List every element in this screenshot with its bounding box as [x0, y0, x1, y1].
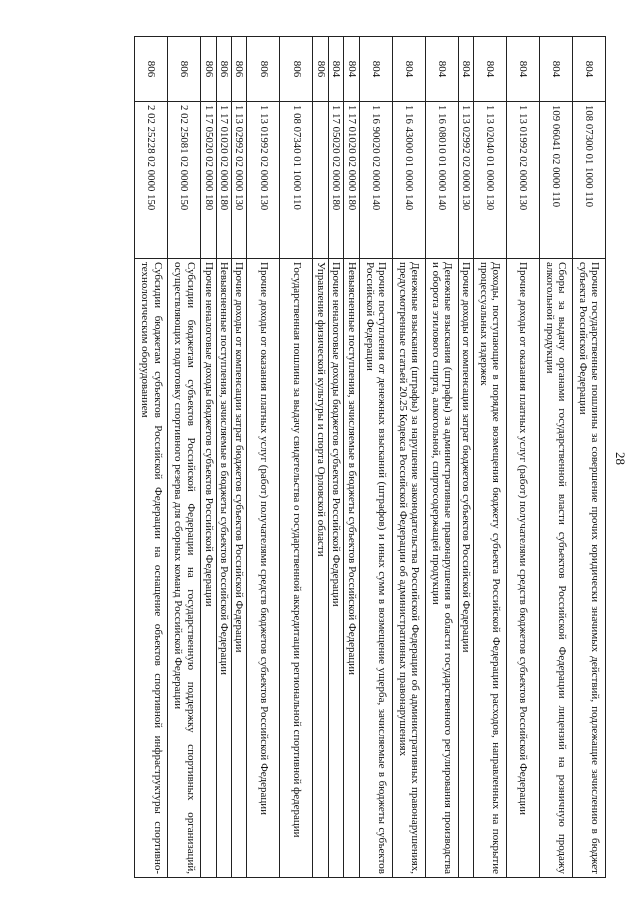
- page-number: 28: [613, 452, 628, 465]
- revenue-codes-table: [134, 36, 606, 878]
- revenue-name-cell: Невыясненные поступления, зачисляемые в бюджеты субъектов Российской Федерации: [344, 259, 359, 878]
- revenue-code-cell: 1 17 05020 02 0000 180: [328, 102, 343, 259]
- table-row: [168, 37, 201, 878]
- revenue-name-cell: Невыясненные поступления, зачисляемые в бюджеты субъектов Российской Федерации: [216, 259, 231, 878]
- table-row: [458, 37, 473, 878]
- revenue-name-cell: Субсидии бюджетам субъектов Российской Федерации на оснащение объектов спортивной инфраструктуры спортивно-технологическим оборудованием: [135, 259, 168, 878]
- admin-code-cell: 806: [201, 37, 216, 102]
- revenue-code-cell: 1 13 02992 02 0000 130: [458, 102, 473, 259]
- table-row: [359, 37, 392, 878]
- revenue-name-cell: Управление физической культуры и спорта Орловской области: [313, 259, 328, 878]
- revenue-code-cell: 109 06041 02 0000 110: [540, 102, 573, 259]
- admin-code-cell: 804: [328, 37, 343, 102]
- table-body: [135, 37, 606, 878]
- admin-code-cell: 804: [540, 37, 573, 102]
- revenue-name-cell: Денежные взыскания (штрафы) за нарушение законодательства Российской Федерации об административных правонарушениях, предусмотренные статьей 20.25 Кодекса Российской Федерации об административных правонарушениях: [392, 259, 425, 878]
- table-row: [216, 37, 231, 878]
- revenue-code-cell: 1 17 05020 02 0000 180: [201, 102, 216, 259]
- table-row: [474, 37, 507, 878]
- table-row: [425, 37, 458, 878]
- admin-code-cell: 804: [474, 37, 507, 102]
- revenue-name-cell: Государственная пошлина за выдачу свидетельства о государственной аккредитации региональной спортивной федерации: [280, 259, 313, 878]
- revenue-code-cell: 1 16 90020 02 0000 140: [359, 102, 392, 259]
- admin-code-cell: 804: [458, 37, 473, 102]
- admin-code-cell: 806: [135, 37, 168, 102]
- revenue-code-cell: 1 13 01992 02 0000 130: [507, 102, 540, 259]
- table-row: [392, 37, 425, 878]
- admin-code-cell: 806: [168, 37, 201, 102]
- admin-code-cell: 804: [573, 37, 606, 102]
- admin-code-cell: 806: [313, 37, 328, 102]
- revenue-code-cell: 108 07300 01 1000 110: [573, 102, 606, 259]
- revenue-name-cell: Прочие неналоговые доходы бюджетов субъектов Российской Федерации: [201, 259, 216, 878]
- table-row: [328, 37, 343, 878]
- revenue-code-cell: 1 13 01992 02 0000 130: [247, 102, 280, 259]
- table-row: [231, 37, 246, 878]
- table-row: [573, 37, 606, 878]
- revenue-code-cell: 2 02 25228 02 0000 150: [135, 102, 168, 259]
- revenue-name-cell: Прочие неналоговые доходы бюджетов субъектов Российской Федерации: [328, 259, 343, 878]
- admin-code-cell: 804: [425, 37, 458, 102]
- revenue-code-cell: 1 08 07340 01 1000 110: [280, 102, 313, 259]
- revenue-name-cell: Прочие государственные пошлины за совершение прочих юридически значимых действий, подлежащие зачислению в бюджет субъекта Российской Федерации: [573, 259, 606, 878]
- revenue-code-cell: 1 13 02992 02 0000 130: [231, 102, 246, 259]
- admin-code-cell: 804: [392, 37, 425, 102]
- revenue-name-cell: Прочие доходы от оказания платных услуг (работ) получателями средств бюджетов субъектов Российской Федерации: [507, 259, 540, 878]
- revenue-name-cell: Денежные взыскания (штрафы) за административные правонарушения в области государственного регулирования производства и оборота этилового спирта, алкогольной, спиртосодержащей продукции: [425, 259, 458, 878]
- admin-code-cell: 804: [359, 37, 392, 102]
- admin-code-cell: 806: [280, 37, 313, 102]
- revenue-code-cell: 1 16 43000 01 0000 140: [392, 102, 425, 259]
- admin-code-cell: 806: [231, 37, 246, 102]
- revenue-code-cell: 1 13 02040 01 0000 130: [474, 102, 507, 259]
- table-row: [247, 37, 280, 878]
- revenue-code-cell: 2 02 25081 02 0000 150: [168, 102, 201, 259]
- admin-code-cell: 804: [507, 37, 540, 102]
- admin-code-cell: 804: [344, 37, 359, 102]
- revenue-name-cell: Сборы за выдачу органами государственной власти субъектов Российской Федерации лицензий на розничную продажу алкогольной продукции: [540, 259, 573, 878]
- revenue-code-cell: [313, 102, 328, 259]
- table-row: [201, 37, 216, 878]
- revenue-code-cell: 1 17 01020 02 0000 180: [344, 102, 359, 259]
- table-row: [507, 37, 540, 878]
- revenue-name-cell: Прочие доходы от компенсации затрат бюджетов субъектов Российской Федерации: [231, 259, 246, 878]
- table-row: [135, 37, 168, 878]
- table-row: [313, 37, 328, 878]
- admin-code-cell: 806: [216, 37, 231, 102]
- table-row: [280, 37, 313, 878]
- revenue-name-cell: Субсидии бюджетам субъектов Российской Федерации на государственную поддержку спортивных организаций, осуществляющих подготовку спортивного резерва для сборных команд Российской Федерации: [168, 259, 201, 878]
- table-row: [540, 37, 573, 878]
- table-row: [344, 37, 359, 878]
- revenue-code-cell: 1 16 08010 01 0000 140: [425, 102, 458, 259]
- revenue-name-cell: Доходы, поступающие в порядке возмещения бюджету субъекта Российской Федерации расходов, направленных на покрытие процессуальных издержек: [474, 259, 507, 878]
- admin-code-cell: 806: [247, 37, 280, 102]
- revenue-name-cell: Прочие доходы от оказания платных услуг (работ) получателями средств бюджетов субъектов Российской Федерации: [247, 259, 280, 878]
- revenue-name-cell: Прочие поступления от денежных взысканий (штрафов) и иных сумм в возмещение ущерба, зачисляемые в бюджеты субъектов Российской Федерации: [359, 259, 392, 878]
- revenue-name-cell: Прочие доходы от компенсации затрат бюджетов субъектов Российской Федерации: [458, 259, 473, 878]
- revenue-code-cell: 1 17 01020 02 0000 180: [216, 102, 231, 259]
